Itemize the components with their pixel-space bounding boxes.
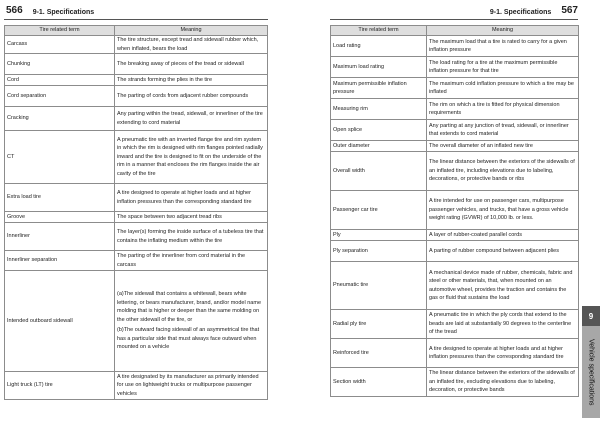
- term-cell: Section width: [331, 368, 427, 397]
- term-cell: Innerliner separation: [5, 251, 115, 271]
- table-row: [5, 251, 268, 271]
- meaning-cell: A layer of rubber-coated parallel cords: [427, 230, 579, 241]
- table-row: [5, 223, 268, 251]
- term-cell: Light truck (LT) tire: [5, 372, 115, 400]
- column-header-meaning: Meaning: [115, 26, 268, 36]
- left-page-header: [6, 0, 94, 16]
- meaning-cell: A parting of rubber compound between adjacent plies: [427, 241, 579, 262]
- table-row: [331, 310, 579, 339]
- meaning-cell: The space between two adjacent tread ribs: [115, 212, 268, 223]
- right-section-title: 9-1. Specifications: [489, 9, 552, 16]
- term-cell: Maximum permissible inflation pressure: [331, 78, 427, 99]
- column-header-term: Tire related term: [5, 26, 115, 36]
- meaning-cell: The linear distance between the exteriors of the sidewalls of an inflated tire, including elevations due to labeling, decorations, or protective bands or ribs: [427, 152, 579, 191]
- left-header-rule: [4, 19, 268, 20]
- table-row: [5, 86, 268, 107]
- term-cell: Passenger car tire: [331, 191, 427, 230]
- meaning-cell: The tire structure, except tread and sidewall rubber which, when inflated, bears the load: [115, 36, 268, 54]
- table-row: [331, 230, 579, 241]
- table-row: [331, 78, 579, 99]
- term-cell: Chunking: [5, 54, 115, 75]
- meaning-cell: The parting of the innerliner from cord material in the carcass: [115, 251, 268, 271]
- meaning-cell: The parting of cords from adjacent rubber compounds: [115, 86, 268, 107]
- meaning-cell: A pneumatic tire with an inverted flange tire and rim system in which the rim is designed with rim flanges pointed radially inward and the tire is designed to fit on the underside of the rim in a manner that encloses the rim flanges inside the air cavity of the tire: [115, 131, 268, 184]
- column-header-meaning: Meaning: [427, 26, 579, 36]
- table-row: [5, 372, 268, 400]
- right-header-rule: [330, 19, 578, 20]
- table-row: [331, 191, 579, 230]
- table-row: [5, 36, 268, 54]
- table-row: [331, 339, 579, 368]
- table-row: [331, 241, 579, 262]
- right-page-header: [490, 0, 578, 16]
- table-row: [331, 368, 579, 397]
- table-row: [5, 212, 268, 223]
- term-cell: Ply: [331, 230, 427, 241]
- table-row: [5, 75, 268, 86]
- meaning-cell: The maximum load that a tire is rated to carry for a given inflation pressure: [427, 36, 579, 57]
- term-cell: Ply separation: [331, 241, 427, 262]
- meaning-cell: The layer(s) forming the inside surface of a tubeless tire that contains the inflating medium within the tire: [115, 223, 268, 251]
- term-cell: Outer diameter: [331, 141, 427, 152]
- term-cell: Pneumatic tire: [331, 262, 427, 310]
- term-cell: CT: [5, 131, 115, 184]
- meaning-cell: The linear distance between the exteriors of the sidewalls of an inflated tire, excluding elevations due to labeling, decoration, or protective bands: [427, 368, 579, 397]
- meaning-cell: The load rating for a tire at the maximum permissible inflation pressure for that tire: [427, 57, 579, 78]
- meaning-cell: A tire designed to operate at higher loads and at higher inflation pressures than the corresponding standard tire: [115, 184, 268, 212]
- chapter-label: Vehicle specifications: [587, 338, 595, 406]
- term-cell: Innerliner: [5, 223, 115, 251]
- table-row: [331, 262, 579, 310]
- left-spec-table: [4, 25, 268, 400]
- table-row: [5, 184, 268, 212]
- table-row: [5, 54, 268, 75]
- table-row: [5, 271, 268, 372]
- term-cell: Groove: [5, 212, 115, 223]
- term-cell: Radial ply tire: [331, 310, 427, 339]
- term-cell: Cracking: [5, 107, 115, 131]
- table-row: [5, 107, 268, 131]
- meaning-cell: Any parting within the tread, sidewall, or innerliner of the tire extending to cord material: [115, 107, 268, 131]
- table-row: [331, 36, 579, 57]
- term-cell: Load rating: [331, 36, 427, 57]
- term-cell: Extra load tire: [5, 184, 115, 212]
- meaning-cell: A tire designed to operate at higher loads and at higher inflation pressures than the corresponding standard tire: [427, 339, 579, 368]
- term-cell: Cord: [5, 75, 115, 86]
- term-cell: Carcass: [5, 36, 115, 54]
- table-row: [5, 131, 268, 184]
- meaning-cell: A pneumatic tire in which the ply cords that extend to the beads are laid at substantially 90 degrees to the centerline of the tread: [427, 310, 579, 339]
- right-page-number: 567: [561, 5, 578, 16]
- meaning-cell: [115, 271, 268, 372]
- left-section-title: 9-1. Specifications: [32, 9, 95, 16]
- meaning-cell: The maximum cold inflation pressure to which a tire may be inflated: [427, 78, 579, 99]
- table-row: [331, 120, 579, 141]
- table-row: [331, 99, 579, 120]
- term-cell: Measuring rim: [331, 99, 427, 120]
- table-row: [331, 152, 579, 191]
- meaning-part-a: (a)The sidewall that contains a whitewall, bears white lettering, or bears manufacturer, brand, and/or model name molding that is higher or deeper than the same molding on the other sidewall of the tire, or: [117, 291, 261, 323]
- meaning-cell: A tire intended for use on passenger cars, multipurpose passenger vehicles, and trucks, that have a gross vehicle weight rating (GVWR) of 10,000 lb. or less.: [427, 191, 579, 230]
- meaning-cell: The rim on which a tire is fitted for physical dimension requirements: [427, 99, 579, 120]
- term-cell: Overall width: [331, 152, 427, 191]
- table-row: [331, 57, 579, 78]
- meaning-cell: A mechanical device made of rubber, chemicals, fabric and steel or other materials, that, when mounted on an automotive wheel, provides the traction and contains the gas or fluid that sustains the load: [427, 262, 579, 310]
- term-cell: Open splice: [331, 120, 427, 141]
- right-spec-table: [330, 25, 579, 397]
- meaning-cell: The breaking away of pieces of the tread or sidewall: [115, 54, 268, 75]
- column-header-term: Tire related term: [331, 26, 427, 36]
- chapter-number-tab: 9: [582, 306, 600, 326]
- term-cell: Cord separation: [5, 86, 115, 107]
- chapter-label-tab: [582, 326, 600, 418]
- term-cell: Intended outboard sidewall: [5, 271, 115, 372]
- meaning-cell: Any parting at any junction of tread, sidewall, or innerliner that extends to cord material: [427, 120, 579, 141]
- term-cell: Maximum load rating: [331, 57, 427, 78]
- table-row: [331, 141, 579, 152]
- meaning-part-b: (b)The outward facing sidewall of an asymmetrical tire that has a particular side that must always face outward when mounted on a vehicle: [117, 327, 260, 351]
- meaning-cell: The strands forming the plies in the tire: [115, 75, 268, 86]
- meaning-cell: The overall diameter of an inflated new tire: [427, 141, 579, 152]
- meaning-cell: A tire designated by its manufacturer as primarily intended for use on lightweight trucks or multipurpose passenger vehicles: [115, 372, 268, 400]
- term-cell: Reinforced tire: [331, 339, 427, 368]
- left-page-number: 566: [6, 5, 23, 16]
